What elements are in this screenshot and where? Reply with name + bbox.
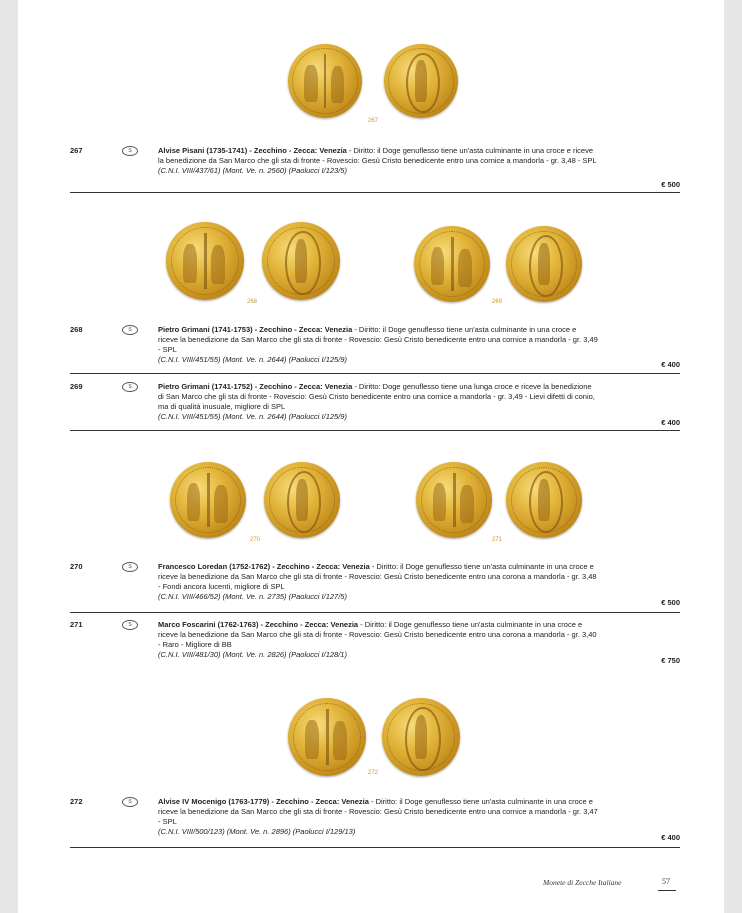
lot-description (158, 797, 598, 837)
lot-description (158, 146, 598, 176)
symbol-icon: S (122, 325, 138, 335)
coin-obverse-268 (166, 222, 244, 300)
image-label-270: 270 (250, 537, 261, 543)
symbol-icon: S (122, 562, 138, 572)
divider (70, 373, 680, 374)
coin-obverse-267 (288, 44, 362, 118)
coin-obverse-269 (414, 226, 490, 302)
image-label-272: 272 (368, 770, 379, 776)
lot-details: - Diritto: il Doge genuflesso tiene un'asta culminante in una croce e riceve la benedizione da San Marco che gli sta di fronte - Rovescio: Gesù Cristo benedicente entro una cornice a mandorla - gr. 3,47 - SPL (158, 797, 598, 826)
lot-number: 272 (70, 797, 83, 806)
lot-description (158, 382, 598, 422)
lot-number: 267 (70, 146, 83, 155)
lot-price: € 500 (661, 180, 680, 189)
catalog-page (18, 0, 724, 913)
lot-references: (C.N.I. VIII/451/55) (Mont. Ve. n. 2644) (Paolucci I/125/9) (158, 355, 347, 364)
image-label-267: 267 (368, 118, 379, 124)
lot-details: - Diritto: Doge genuflesso tiene una lunga croce e riceve la benedizione di San Marco che gli sta di fronte - Rovescio: Gesù Cristo benedicente entro una cornice a mandorla - gr. 3,49 - Lievi difetti di conio, ma di qualità inusuale, migliore di SPL (158, 382, 595, 411)
page-number: 57 (662, 877, 670, 886)
lot-entry-267 (70, 146, 680, 196)
lot-number: 269 (70, 382, 83, 391)
coin-reverse-272 (382, 698, 460, 776)
lot-title: Pietro Grimani (1741-1752) - Zecchino - Zecca: Venezia (158, 382, 353, 391)
coin-reverse-270 (264, 462, 340, 538)
lot-price: € 400 (661, 418, 680, 427)
lot-number: 268 (70, 325, 83, 334)
coin-reverse-268 (262, 222, 340, 300)
lot-references: (C.N.I. VIII/466/52) (Mont. Ve. n. 2735) (Paolucci I/127/5) (158, 592, 347, 601)
lot-title: Alvise IV Mocenigo (1763-1779) - Zecchino - Zecca: Venezia (158, 797, 369, 806)
divider (70, 612, 680, 613)
lot-entry-268 (70, 325, 680, 375)
lot-references: (C.N.I. VIII/437/61) (Mont. Ve. n. 2560) (Paolucci I/123/5) (158, 166, 347, 175)
lot-title: Pietro Grimani (1741-1753) - Zecchino - Zecca: Venezia (158, 325, 353, 334)
lot-references: (C.N.I. VIII/451/55) (Mont. Ve. n. 2644) (Paolucci I/125/9) (158, 412, 347, 421)
coin-reverse-271 (506, 462, 582, 538)
lot-entry-269 (70, 382, 680, 434)
footer-title: Monete di Zecche Italiane (543, 878, 622, 887)
coin-obverse-271 (416, 462, 492, 538)
lot-details: - Diritto: il Doge genuflesso tiene un'asta culminante in una croce e riceve la benedizione da San Marco che gli sta di fronte - Rovescio: Gesù Cristo benedicente entro una corona a mandorla - gr. 3,48 - Fondi ancora lucenti, migliore di SPL (158, 562, 597, 591)
lot-details: - Diritto: il Doge genuflesso tiene un'asta culminante in una croce e riceve la benedizione da San Marco che gli sta di fronte - Rovescio: Gesù Cristo benedicente entro una cornice a mandorla - gr. 3,49 - SPL (158, 325, 598, 354)
lot-description (158, 620, 598, 660)
coin-reverse-267 (384, 44, 458, 118)
lot-entry-270 (70, 562, 680, 614)
divider (70, 192, 680, 193)
divider (70, 430, 680, 431)
symbol-icon: S (122, 382, 138, 392)
lot-price: € 400 (661, 360, 680, 369)
lot-title: Francesco Loredan (1752-1762) - Zecchino - Zecca: Venezia (158, 562, 370, 571)
lot-details: - Diritto: il Doge genuflesso tiene un'asta culminante in una croce e riceve la benedizione da San Marco che gli sta di fronte - Rovescio: Gesù Cristo benedicente entro una corona a mandorla - gr. 3,40 - Raro - Migliore di BB (158, 620, 597, 649)
coin-reverse-269 (506, 226, 582, 302)
symbol-icon: S (122, 146, 138, 156)
lot-title: Alvise Pisani (1735-1741) - Zecchino - Zecca: Venezia (158, 146, 347, 155)
image-label-271: 271 (492, 537, 503, 543)
lot-price: € 500 (661, 598, 680, 607)
symbol-icon: S (122, 797, 138, 807)
lot-title: Marco Foscarini (1762-1763) - Zecchino - Zecca: Venezia (158, 620, 359, 629)
lot-references: (C.N.I. VIII/481/30) (Mont. Ve. n. 2826) (Paolucci I/128/1) (158, 650, 347, 659)
lot-entry-272 (70, 797, 680, 849)
coin-obverse-270 (170, 462, 246, 538)
lot-description (158, 562, 598, 602)
footer-divider (658, 890, 676, 891)
lot-number: 271 (70, 620, 83, 629)
divider (70, 847, 680, 848)
coin-obverse-272 (288, 698, 366, 776)
lot-references: (C.N.I. VIII/500/123) (Mont. Ve. n. 2896) (Paolucci I/129/13) (158, 827, 356, 836)
symbol-icon: S (122, 620, 138, 630)
image-label-269: 269 (492, 299, 503, 305)
lot-entry-271 (70, 620, 680, 670)
lot-description (158, 325, 598, 365)
image-label-268: 268 (247, 299, 258, 305)
lot-number: 270 (70, 562, 83, 571)
lot-price: € 400 (661, 833, 680, 842)
lot-details: - Diritto: il Doge genuflesso tiene un'asta culminante in una croce e riceve la benedizione da San Marco che gli sta di fronte - Rovescio: Gesù Cristo benedicente entro una cornice a mandorla - gr. 3,48 - SPL (158, 146, 597, 165)
lot-price: € 750 (661, 656, 680, 665)
